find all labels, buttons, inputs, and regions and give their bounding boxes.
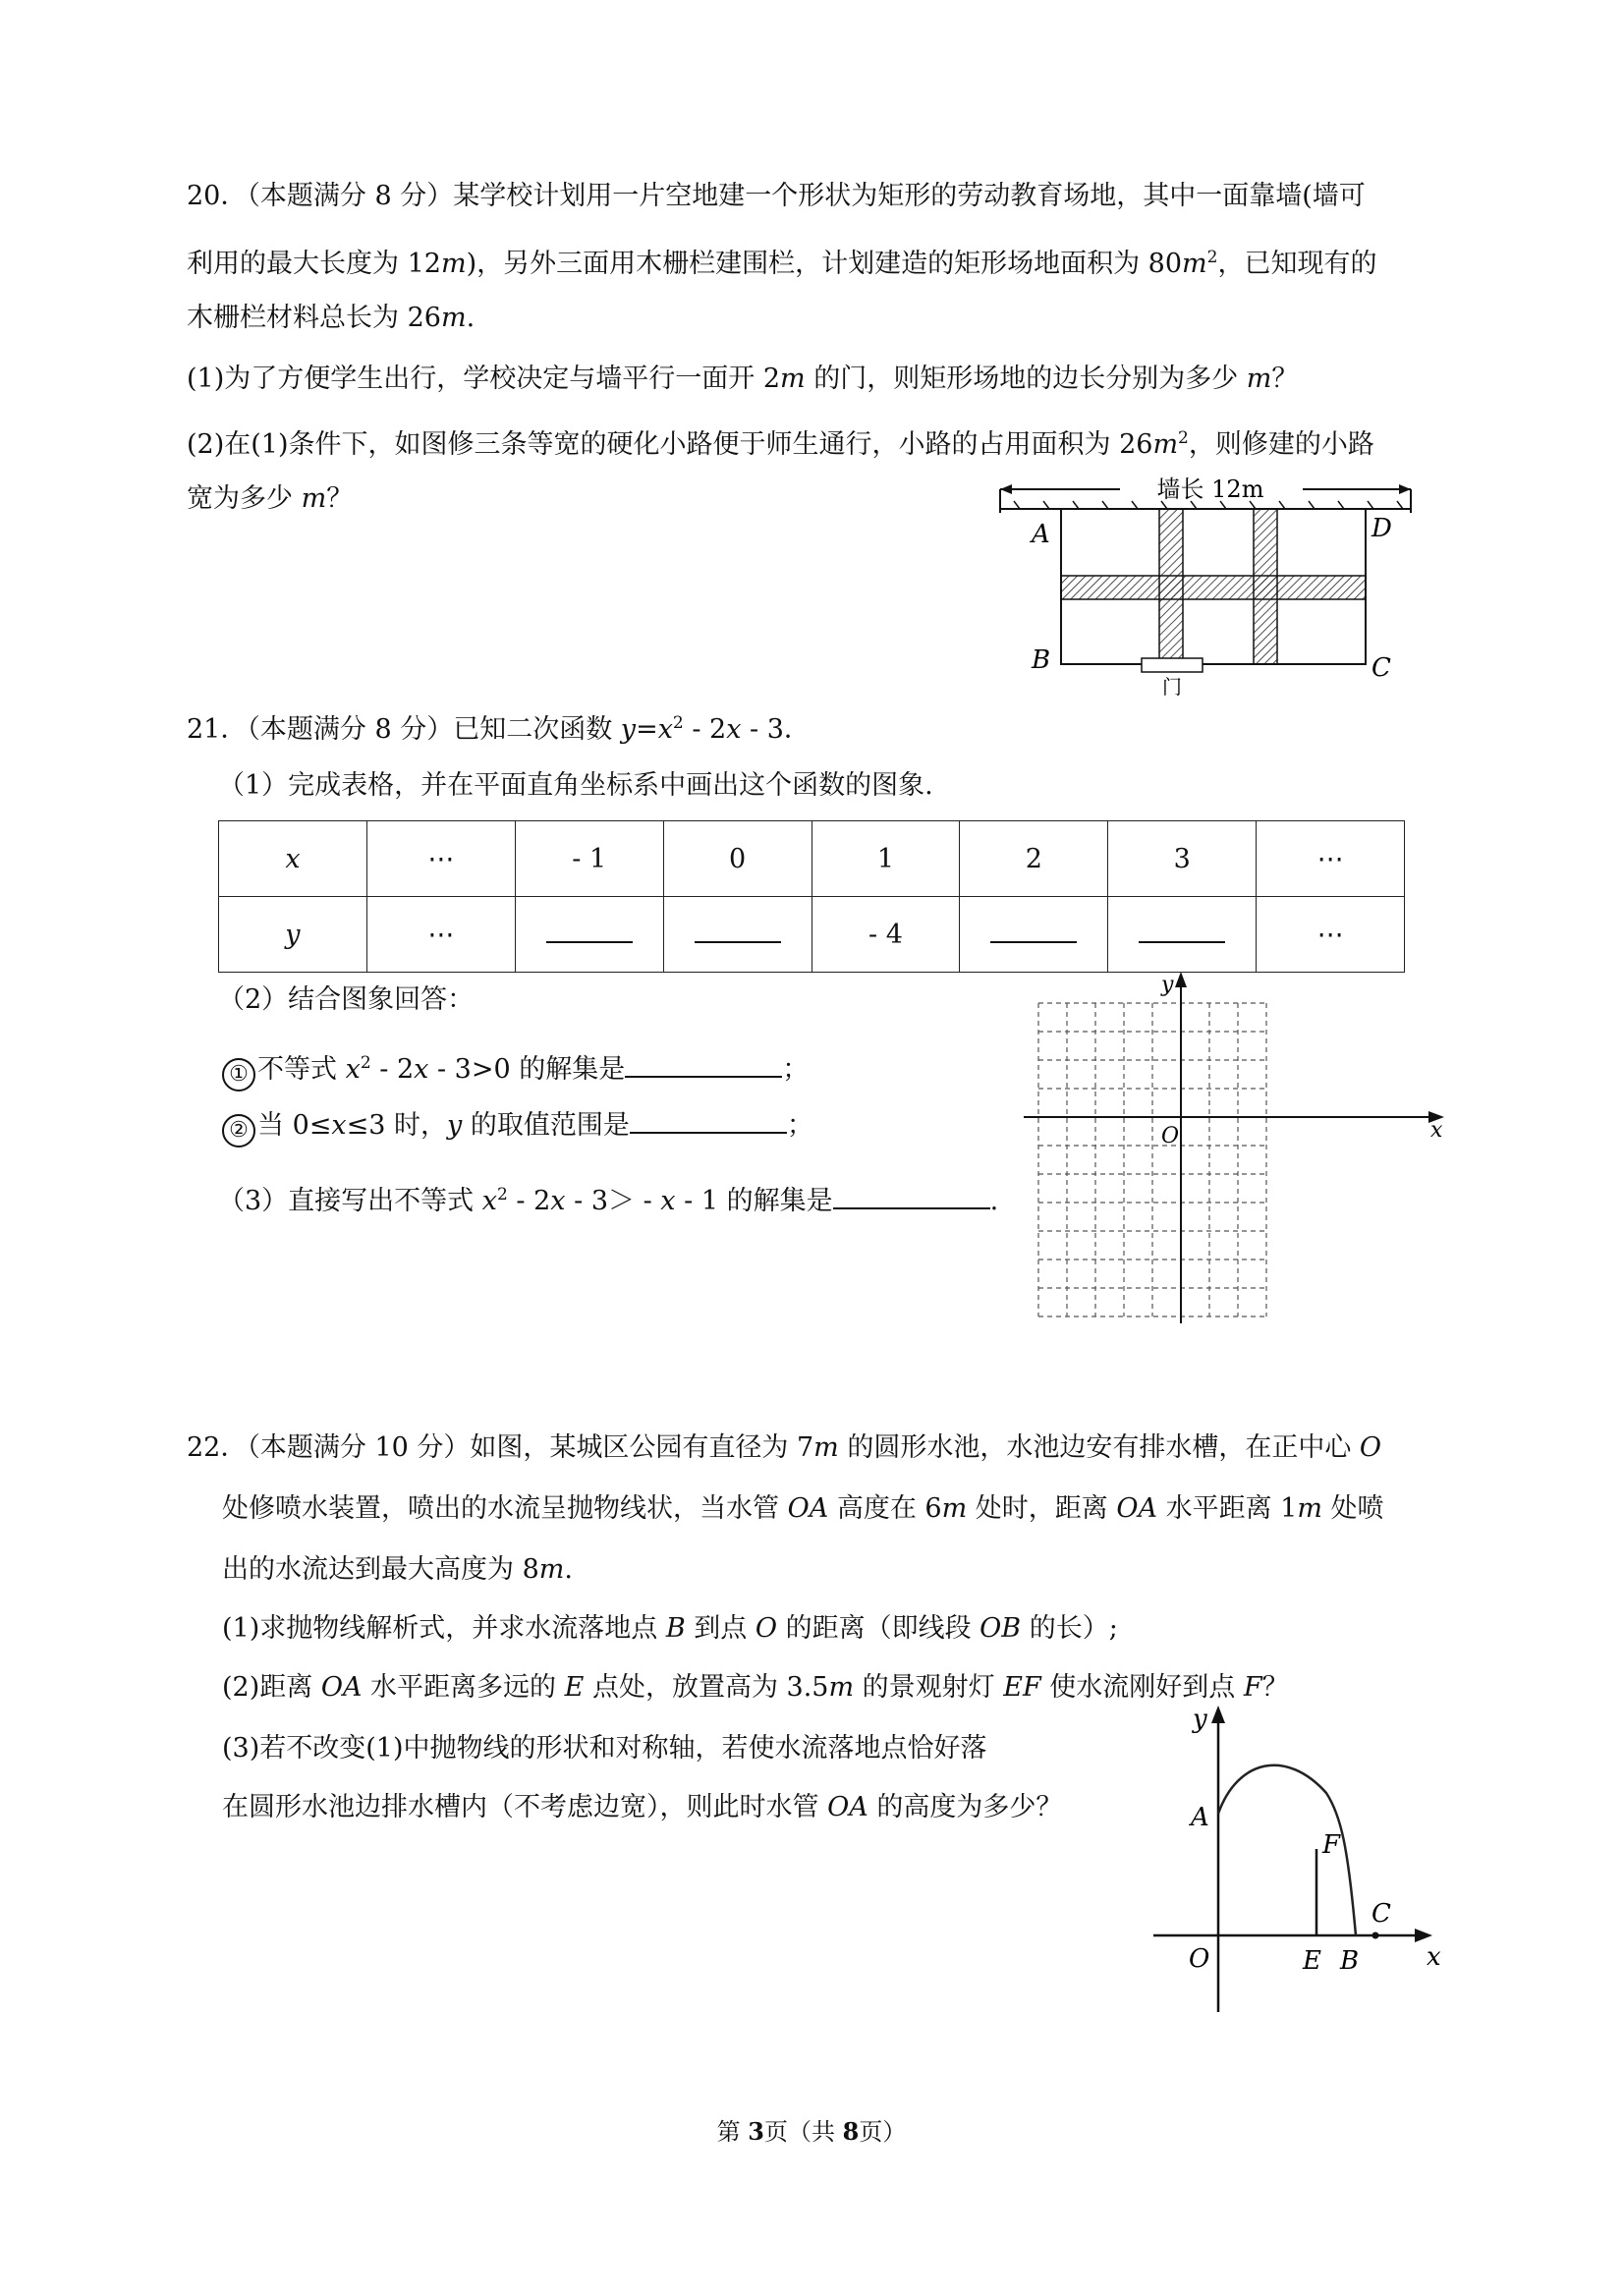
q22-text: 使水流刚好到点 bbox=[1040, 1672, 1244, 1703]
table-cell bbox=[219, 821, 367, 897]
q22-text: 的长）; bbox=[1021, 1613, 1118, 1644]
q21-var: y bbox=[447, 1110, 463, 1141]
point-e-label: E bbox=[1303, 1946, 1321, 1976]
q22-var: OA bbox=[827, 1792, 868, 1822]
wall-length-label: 墙长 12m bbox=[1156, 476, 1264, 503]
q21-text: ； bbox=[786, 1110, 813, 1141]
grid-x-axis-label: x bbox=[1430, 1118, 1443, 1143]
q22-text: 高度在 6 bbox=[828, 1493, 942, 1524]
q20-line-3 bbox=[187, 301, 475, 336]
q22-text: 水平距离 1 bbox=[1157, 1493, 1298, 1524]
q21-text: 不等式 bbox=[257, 1054, 346, 1085]
q20-line-1: 20．（本题满分 8 分）某学校计划用一片空地建一个形状为矩形的劳动教育场地，其中一面靠墙(墙可 bbox=[187, 181, 1366, 211]
page-footer bbox=[0, 2112, 1623, 2147]
q21-text: 21．（本题满分 8 分）已知二次函数 bbox=[187, 714, 621, 745]
answer-blank[interactable] bbox=[625, 1052, 782, 1078]
q21-part-2: （2）结合图象回答： bbox=[218, 984, 475, 1015]
q21-text: = bbox=[636, 714, 658, 745]
q21-text: . bbox=[989, 1186, 999, 1216]
q22-text: 的圆形水池，水池边安有排水槽，在正中心 bbox=[838, 1432, 1360, 1463]
q22-text: 的景观射灯 bbox=[854, 1672, 1004, 1703]
q22-text: 点处，放置高为 3.5 bbox=[584, 1672, 829, 1703]
table-cell bbox=[515, 897, 663, 973]
q22-text: 出的水流达到最大高度为 8 bbox=[222, 1554, 539, 1585]
footer-page-number: 3 bbox=[748, 2117, 764, 2146]
q22-unit: m bbox=[828, 1672, 855, 1703]
q22-part-3-cont bbox=[222, 1790, 1062, 1825]
q21-var: x bbox=[414, 1054, 429, 1085]
q21-part-2-item-1 bbox=[222, 1045, 809, 1092]
q21-text: 当 0≤ bbox=[257, 1110, 332, 1141]
circled-two: ② bbox=[222, 1114, 255, 1148]
q20-part-1 bbox=[187, 362, 1298, 397]
table-cell: 3 bbox=[1108, 821, 1257, 897]
answer-blank[interactable] bbox=[1139, 920, 1225, 943]
q22-part-1 bbox=[222, 1611, 1118, 1647]
q21-text: - 2 bbox=[507, 1186, 551, 1216]
q20-text: . bbox=[466, 303, 476, 333]
fountain-x-label: x bbox=[1427, 1942, 1441, 1972]
door-label: 门 bbox=[1162, 675, 1182, 698]
q21-text: - 2 bbox=[370, 1054, 415, 1085]
q20-unit: m bbox=[301, 483, 327, 514]
q22-var: F bbox=[1243, 1672, 1262, 1703]
q21-sup: 2 bbox=[497, 1185, 508, 1204]
fountain-o-label: O bbox=[1189, 1944, 1210, 1974]
q22-var: OB bbox=[979, 1613, 1022, 1644]
q22-text: 的距离（即线段 bbox=[776, 1613, 980, 1644]
table-cell: ⋯ bbox=[1257, 821, 1405, 897]
answer-blank[interactable] bbox=[990, 920, 1077, 943]
q22-text: 的高度为多少？ bbox=[867, 1792, 1063, 1822]
q21-text: ≤3 时， bbox=[346, 1110, 448, 1141]
q22-var: EF bbox=[1003, 1672, 1041, 1703]
q21-text: （3）直接写出不等式 bbox=[218, 1186, 482, 1216]
q21-var: x bbox=[550, 1186, 566, 1216]
q22-unit: m bbox=[941, 1493, 968, 1524]
q20-part-2-cont bbox=[187, 481, 353, 517]
q21-part-2-item-2 bbox=[222, 1108, 813, 1148]
q21-sup: 2 bbox=[360, 1053, 371, 1073]
q20-sup: 2 bbox=[1206, 248, 1218, 267]
q21-text: - 3>0 的解集是 bbox=[428, 1054, 626, 1085]
grid-y-axis-label: y bbox=[1161, 973, 1174, 997]
q22-line-2 bbox=[222, 1491, 1384, 1527]
q20-text: (1)为了方便学生出行，学校决定与墙平行一面开 2 bbox=[187, 364, 781, 394]
point-a-label: A bbox=[1191, 1803, 1209, 1832]
q22-var: O bbox=[755, 1613, 777, 1644]
q22-text: 22．（本题满分 10 分）如图，某城区公园有直径为 7 bbox=[187, 1432, 814, 1463]
q20-line-2 bbox=[187, 240, 1376, 282]
q22-var: OA bbox=[1116, 1493, 1157, 1524]
vertex-c-label: C bbox=[1371, 653, 1391, 683]
q21-text: - 3． bbox=[741, 714, 811, 745]
answer-blank[interactable] bbox=[630, 1108, 787, 1134]
point-c-label: C bbox=[1371, 1899, 1391, 1929]
table-cell: 0 bbox=[663, 821, 812, 897]
q20-text: ？ bbox=[1271, 364, 1299, 394]
q22-text: (2)距离 bbox=[222, 1672, 321, 1703]
q21-text: 的取值范围是 bbox=[462, 1110, 630, 1141]
q22-var: B bbox=[665, 1613, 686, 1644]
q20-part-2 bbox=[187, 420, 1374, 463]
q22-text: 处时，距离 bbox=[967, 1493, 1117, 1524]
q21-var: x bbox=[481, 1186, 497, 1216]
q20-text: ，则修建的小路 bbox=[1188, 429, 1374, 460]
table-cell: - 1 bbox=[515, 821, 663, 897]
table-cell bbox=[1108, 897, 1257, 973]
q20-sup: 2 bbox=[1178, 428, 1189, 448]
footer-text: 第 bbox=[716, 2118, 749, 2146]
table-cell bbox=[960, 897, 1108, 973]
q20-unit: m bbox=[440, 303, 467, 333]
table-cell: 1 bbox=[812, 821, 960, 897]
table-cell: - 4 bbox=[812, 897, 960, 973]
q20-unit: m bbox=[440, 249, 467, 279]
q20-field-diagram bbox=[982, 462, 1434, 698]
fountain-y-label: y bbox=[1193, 1705, 1207, 1734]
q21-value-table bbox=[218, 820, 1405, 973]
q21-var: x bbox=[331, 1110, 347, 1141]
q22-var: OA bbox=[787, 1493, 829, 1524]
answer-blank[interactable] bbox=[546, 920, 633, 943]
q21-coordinate-grid bbox=[1012, 968, 1454, 1336]
q21-part-1: （1）完成表格，并在平面直角坐标系中画出这个函数的图象. bbox=[218, 770, 933, 801]
q22-line-3 bbox=[222, 1552, 573, 1588]
q20-text: (2)在(1)条件下，如图修三条等宽的硬化小路便于师生通行，小路的占用面积为 26 bbox=[187, 429, 1153, 460]
q22-line-1 bbox=[187, 1430, 1381, 1466]
footer-total-pages: 8 bbox=[842, 2117, 860, 2146]
table-cell: ⋯ bbox=[366, 821, 515, 897]
q22-unit: m bbox=[538, 1554, 565, 1585]
table-cell: 2 bbox=[960, 821, 1108, 897]
q22-unit: m bbox=[1297, 1493, 1322, 1524]
q22-part-3: (3)若不改变(1)中抛物线的形状和对称轴，若使水流落地点恰好落 bbox=[222, 1733, 987, 1764]
q21-var: y bbox=[620, 714, 637, 745]
q21-part-3 bbox=[218, 1177, 998, 1219]
q20-text: 利用的最大长度为 12 bbox=[187, 249, 441, 279]
q20-unit: m bbox=[780, 364, 806, 394]
grid-origin-label: O bbox=[1161, 1124, 1180, 1148]
q22-text: ？ bbox=[1261, 1672, 1289, 1703]
q21-var: x bbox=[726, 714, 742, 745]
table-x-header: x bbox=[285, 843, 301, 874]
q21-text: - 2 bbox=[683, 714, 727, 745]
q21-var: x bbox=[657, 714, 673, 745]
point-c bbox=[1372, 1932, 1379, 1939]
q20-text: )，另外三面用木栅栏建围栏，计划建造的矩形场地面积为 80 bbox=[466, 249, 1183, 279]
table-row-x bbox=[219, 821, 1405, 897]
table-cell: ⋯ bbox=[366, 897, 515, 973]
q20-unit: m bbox=[1246, 364, 1272, 394]
q21-text: - 1 的解集是 bbox=[675, 1186, 833, 1216]
footer-text: 页） bbox=[859, 2118, 907, 2146]
table-row-y bbox=[219, 897, 1405, 973]
q21-var: x bbox=[660, 1186, 676, 1216]
answer-blank[interactable] bbox=[833, 1184, 990, 1209]
q22-text: 处喷 bbox=[1321, 1493, 1384, 1524]
q22-text: 处修喷水装置，喷出的水流呈抛物线状，当水管 bbox=[222, 1493, 788, 1524]
q22-var: OA bbox=[320, 1672, 363, 1703]
q22-text: 到点 bbox=[685, 1613, 756, 1644]
q22-var: O bbox=[1359, 1432, 1382, 1463]
vertex-d-label: D bbox=[1371, 514, 1392, 543]
q22-var: E bbox=[564, 1672, 585, 1703]
circled-one: ① bbox=[222, 1058, 255, 1092]
q20-text: ，已知现有的 bbox=[1217, 249, 1377, 279]
q22-text: 水平距离多远的 bbox=[362, 1672, 565, 1703]
q20-text: 木栅栏材料总长为 26 bbox=[187, 303, 441, 333]
vertex-b-label: B bbox=[1032, 645, 1051, 675]
q21-text: - 3＞ - bbox=[565, 1186, 661, 1216]
q21-var: x bbox=[345, 1054, 361, 1085]
q22-unit: m bbox=[813, 1432, 839, 1463]
q20-unit: m bbox=[1182, 249, 1207, 279]
point-b-label: B bbox=[1340, 1946, 1360, 1976]
point-f-label: F bbox=[1322, 1830, 1341, 1860]
table-cell bbox=[663, 897, 812, 973]
q22-text: . bbox=[564, 1554, 573, 1585]
q20-text: 的门，则矩形场地的边长分别为多少 bbox=[805, 364, 1247, 394]
table-cell: ⋯ bbox=[1257, 897, 1405, 973]
q21-heading bbox=[187, 705, 811, 748]
q20-text: 宽为多少 bbox=[187, 483, 302, 514]
q21-text: ； bbox=[782, 1054, 810, 1085]
q22-part-2 bbox=[222, 1670, 1289, 1706]
table-y-header: y bbox=[285, 919, 301, 950]
q20-text: ？ bbox=[326, 483, 354, 514]
q22-text: (1)求抛物线解析式，并求水流落地点 bbox=[222, 1613, 666, 1644]
vertex-a-label: A bbox=[1032, 520, 1050, 549]
answer-blank[interactable] bbox=[695, 920, 781, 943]
table-cell bbox=[219, 897, 367, 973]
footer-text: 页（共 bbox=[764, 2118, 843, 2146]
q22-fountain-diagram bbox=[1140, 1700, 1454, 2024]
q21-sup: 2 bbox=[672, 713, 684, 733]
q22-text: 在圆形水池边排水槽内（不考虑边宽），则此时水管 bbox=[222, 1792, 828, 1822]
q20-unit: m bbox=[1152, 429, 1179, 460]
